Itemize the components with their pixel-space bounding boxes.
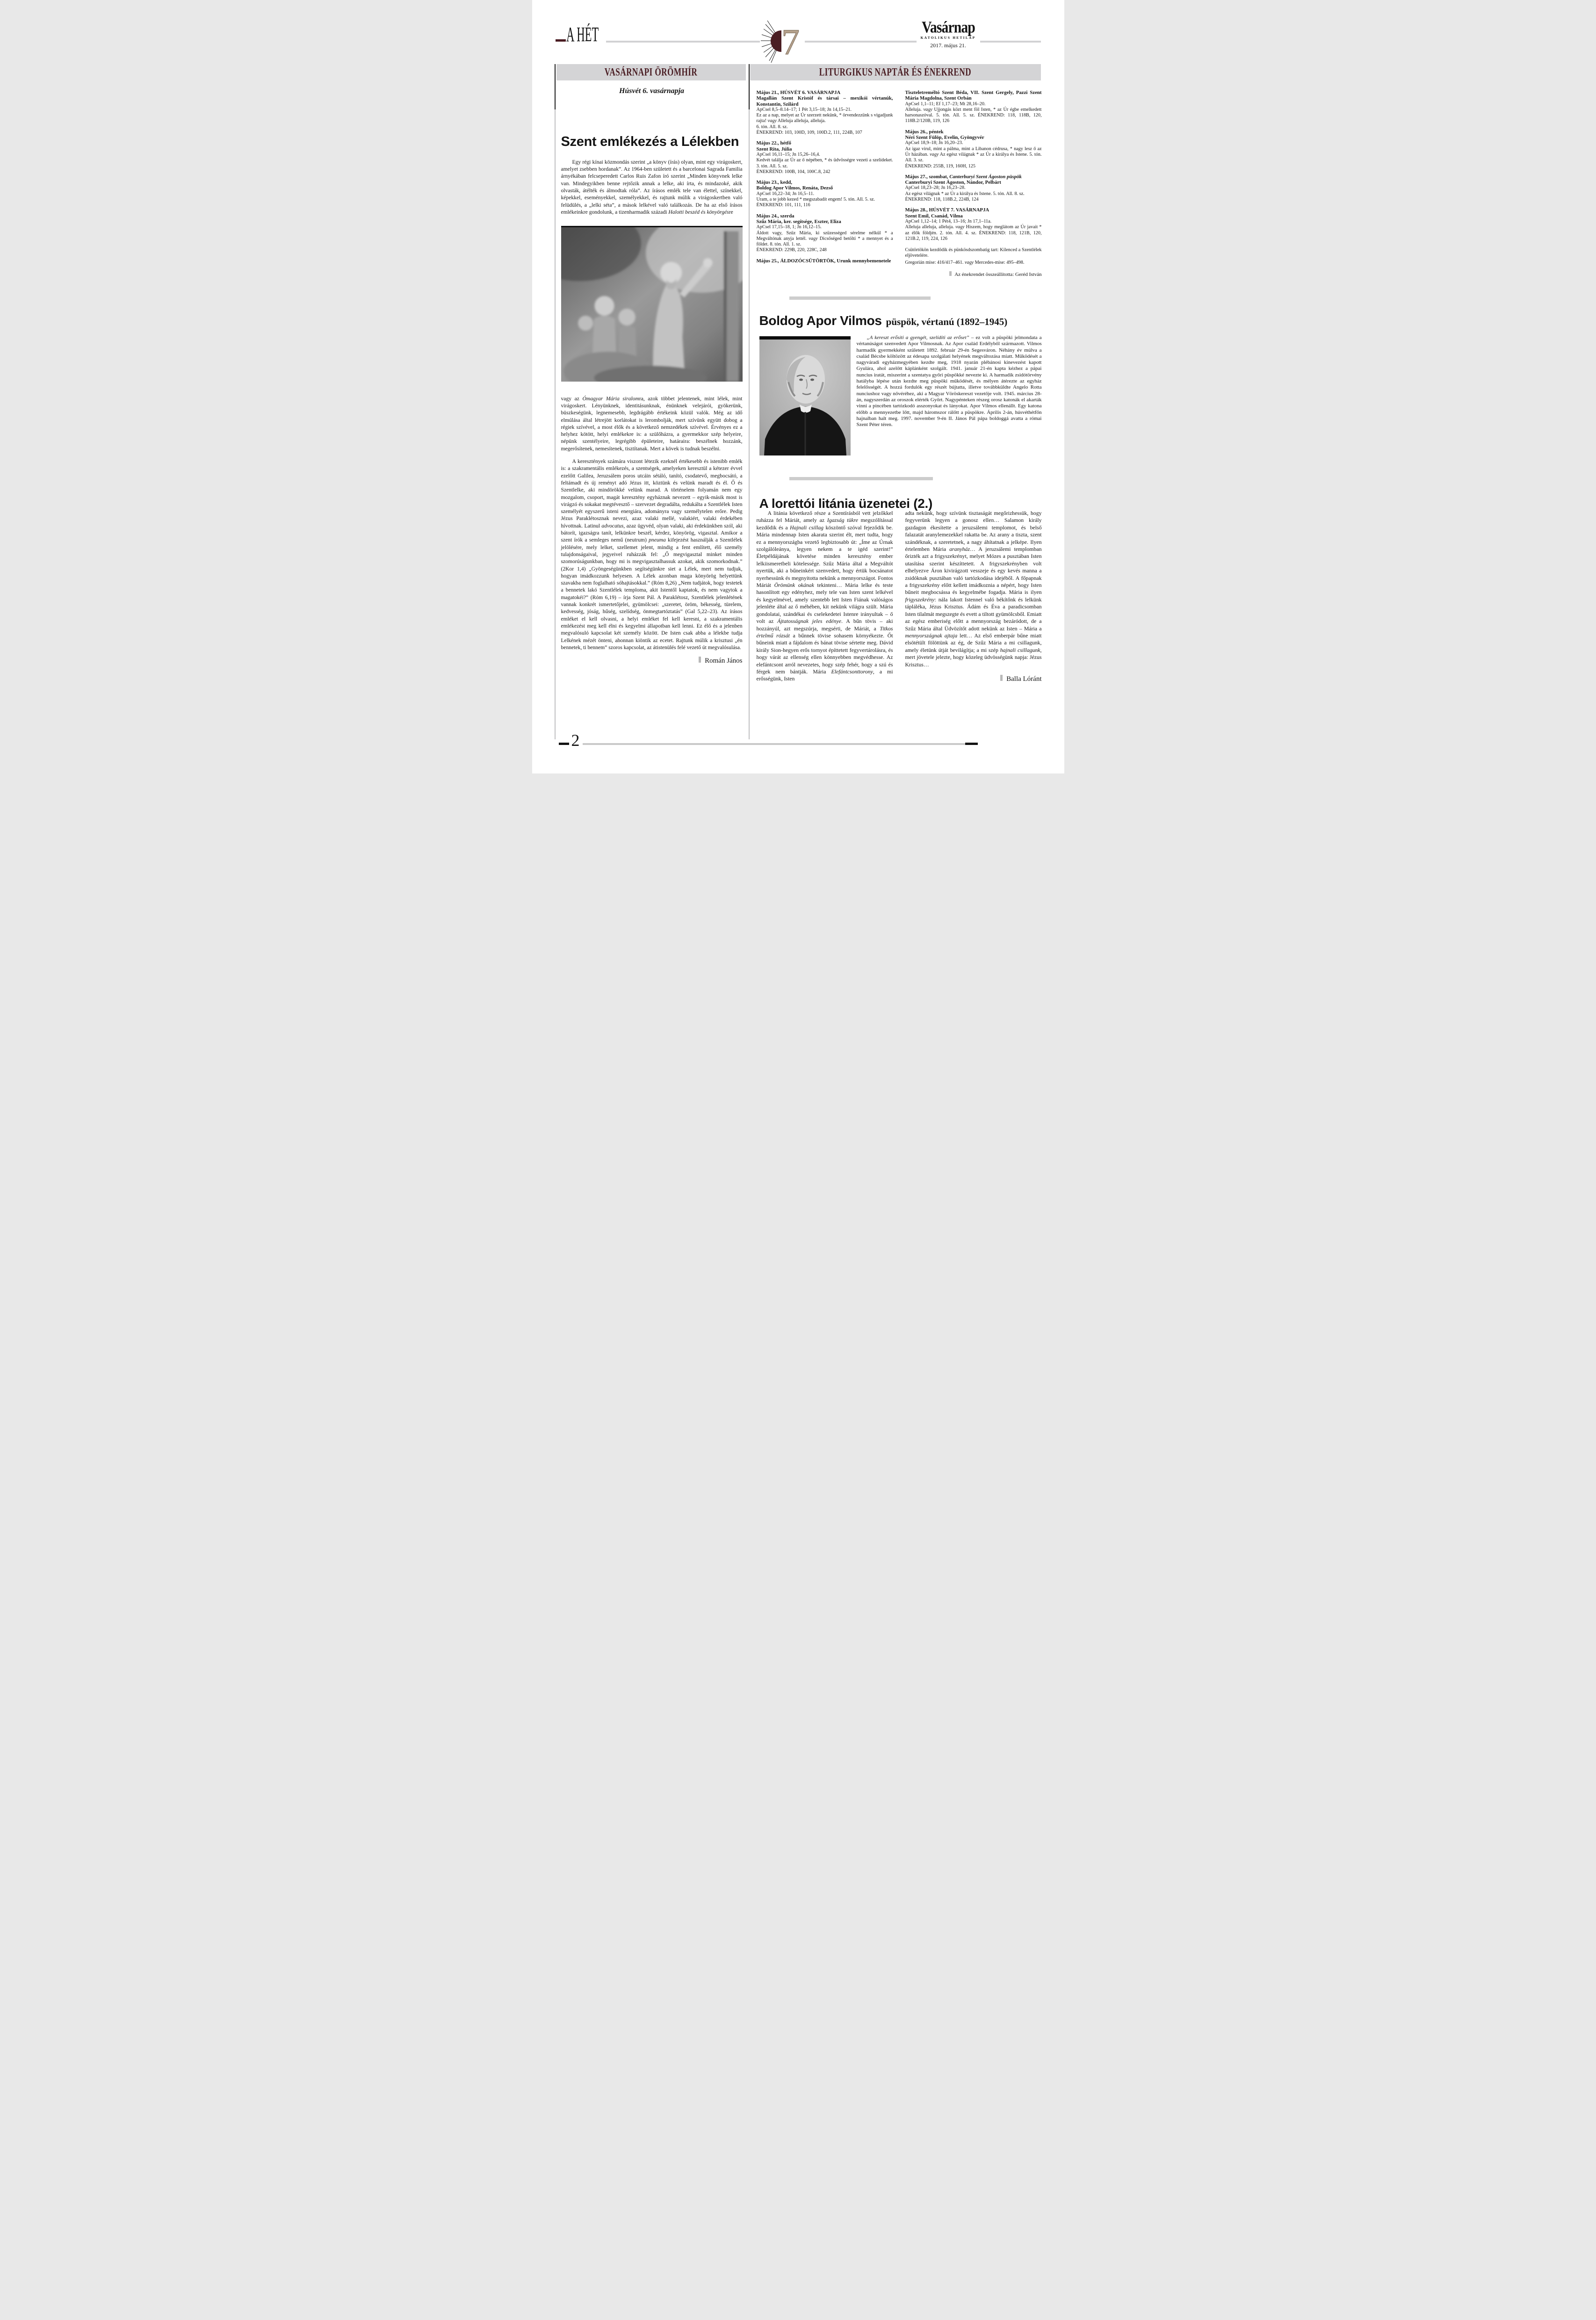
cal-enekrend: ÉNEKREND: 100B, 104, 100C.8, 242 (756, 169, 830, 174)
issue-date: 2017. május 21. (930, 42, 966, 49)
cal-date-heading: Május 27., szombat, Canterburyi Szent Ágoston püspök (905, 173, 1022, 180)
section-bar-left-label: VASÁRNAPI ÖRÖMHÍR (604, 65, 698, 79)
cal-saints: Canterburyi Szent Ágoston, Nándor, Pelbárt (905, 180, 1001, 186)
sunburst-seven-icon (760, 18, 805, 64)
calendar-credit-row (905, 271, 1042, 277)
cal-readings: ApCsel 17,15–18, 1; Jn 16,12–15. (756, 224, 822, 230)
gospel-author: Román János (705, 657, 743, 665)
cal-antiphon: Kedvét találja az Úr az ő népében, * és üdvösségre vezeti a szelídeket. 3. tón. All. 5. sz. (756, 158, 893, 169)
section-bar-left (556, 64, 746, 80)
cal-date-heading: Május 24., szerda (756, 213, 794, 219)
masthead-logo: Vasárnap (921, 18, 975, 36)
calendar-entry (757, 180, 893, 208)
apor-portrait-photo (759, 336, 851, 455)
cal-readings: ApCsel 16,22–34; Jn 16,5–11. (756, 191, 815, 196)
cal-readings: ApCsel 1,1–11; Ef 1,17–23; Mt 28,16–20. (905, 101, 986, 107)
gospel-article (561, 87, 743, 665)
author-marker (699, 657, 701, 663)
calendar-entry (905, 90, 1042, 124)
newspaper-page (532, 0, 1064, 773)
cal-readings: ApCsel 18,9–18; Jn 16,20–23. (905, 140, 963, 146)
cal-antiphon: Áldott vagy, Szűz Mária, ki szüzességed sérelme nélkül * a Megváltónak anyja lettél. vagy Dicsőséged betölti * a mennyet és a földet. 8. tón. All. 1. sz. (756, 230, 893, 247)
gospel-rubric: Húsvét 6. vasárnapja (619, 87, 685, 95)
apor-article-title (759, 313, 1008, 328)
apor-title-name: Boldog Apor Vilmos (759, 313, 882, 328)
section-kicker: A HÉT (566, 23, 599, 46)
section-bar-right-label: LITURGIKUS NAPTÁR ÉS ÉNEKREND (819, 65, 972, 79)
calendar-column-2 (905, 90, 1042, 277)
litania-column-1: A litánia következő része a Szentírásból vett jelzőkkel ruházza fel Máriát, amely az Igazság tükre megszólítással kezdődik és a Hajnali csillag köszöntő szóval fejeződik be. Mária mindennap Isten akarata szerint élt, mert tudta, hogy ez a mennyországba vezető legbiztosabb út: „Íme az Úrnak szolgálóleánya, legyen nekem a te igéd szerint!” Életpéldájának követése minden keresztény ember lelkiismeretbeli kötelessége. Szűz Mária által a Megváltót nyertük, aki a bűneinkért szenvedett, hogy értük bocsánatot nyerhessünk és megnyitotta nekünk a mennyországot. Fontos Máriát Örömünk okának tekinteni… Mária lelke és teste hasonlított egy edényhez, mely tele van Isten szent lelkével és kegyelmével, amely szentebb lett Isten Fiának valóságos jelenléte által az ő méhében, kit nekünk világra szült. Mária gondolatai, szándékai és cselekedetei Istenre irányultak – ő volt az Ájtatosságnak jeles edénye. A bűn tövis – aki hozzányúl, azt megszúrja, megsérti, de Máriát, a Titkos értelmű rózsát a bűnnek tövise sohasem környékezte. Őt bűneink miatt a fájdalom és bánat tövise sértette meg. Dávid király Sion-hegyen erős tornyot építtetett fegyvertárolásra, és hogy várát az ellenség ellen könnyebben megvédhesse. Az elefántcsont arról nevezetes, hogy szép fehér, hogy a szú és férgek nem bántják. Mária Elefántcsonttorony, a mi erősségünk, Isten (756, 510, 893, 682)
gospel-title: Szent emlékezés a Lélekben (561, 134, 739, 149)
calendar-entry (905, 207, 1042, 242)
relief-sculpture-photo (561, 226, 743, 382)
apor-paragraph: „A kereszt erősíti a gyengét, szelídíti az erőset” – ez volt a püspöki jelmondata a vértanúságot szenvedett Apor Vilmosnak. Az Apor család Erdélyből származott. Vilmos harmadik gyermekként született 1892. február 29-én Segesváron. Néhány év múlva a család Bécsbe költözött az édesapa szolgálati helyének megváltozása miatt. Működését a nagyváradi egyházmegyében kezdte meg, 1918 nyarán plébánosi kinevezést kapott Gyulára, ahol azelőtt káplánként szolgált. 1941. január 21-én kapta kézhez a pápai nuncius iratát, miszerint a szentatya győri püspökké nevezte ki. A harmadik zsidótörvény hatályba lépése után kezdte meg püspöki működését, és mélyen átérezte az egyház felelősségét. A hozzá fordulók egy részét bújtatta, illetve továbbküldte Angelo Rotta nunciushoz vagy nővéréhez, aki a Magyar Vöröskereszt vezetője volt. 1945. március 28-án, nagyszerdán az oroszok elérték Győrt. Nagypénteken részeg orosz katonák el akarták vinni a pincében tartózkodó asszonyokat és lányokat. Apor Vilmos ellenállt. Egy katona előbb a mennyezetbe lőtt, majd háromszor rálőtt a püspökre. Április 2-án, húsvéthétfőn hajnalban halt meg. 1997. november 9-én II. János Pál pápa boldoggá avatta a római Szent Péter téren. (856, 335, 1042, 428)
gospel-paragraph: vagy az Ómagyar Mária siralomra, azok többet jelentenek, mint lélek, mint virágoskert. Lényünknek, identitásunknak, énünknek velejárói, gyökerünk, büszkeségünk, legnemesebb, legdrágább értékeink közül valók. Még az idő elmúlása által létrejött korlátokat is lerombolják, mert szívünk együtt dobog a régiek szívével, a most élők és a következő nemzedékek szívével. Érvényes ez a helyhez kötött, helyi emlékekre is: a szülőházra, a gyermekkor szép helyeire, népünk szentélyeire, legrégibb épületeire, határaira: beszélnek hozzánk, megerősítenek, nemesítenek, tisztítanak. Mert a kövek is tudnak beszélni. (561, 395, 743, 452)
calendar-entry (757, 213, 893, 253)
cal-enekrend: ÉNEKREND: 118, 118B.2, 224B, 124 (905, 197, 979, 202)
calendar-entry (905, 129, 1042, 169)
cal-readings: ApCsel 8,5–8.14–17; 1 Pét 3,15–18; Jn 14,15–21. (756, 107, 852, 112)
cal-enekrend: ÉNEKREND: 255B, 119, 160H, 125 (905, 163, 975, 169)
cal-antiphon: Az igaz virul, mint a pálma, mint a Libanon cédrusa, * nagy lesz ő az Úr házában. vagy Az egész világnak * az Úr a királya és Istene. 5. tón. All. 3. sz. (905, 146, 1042, 163)
mid-column-rule (749, 109, 750, 739)
cal-antiphon: Az egész világnak * az Úr a királya és Istene. 5. tón. All. 8. sz. (905, 191, 1025, 196)
cal-date-heading: Május 26., péntek (905, 129, 944, 135)
cal-antiphon: Alleluja alleluja, alleluja. vagy Hiszem, hogy meglátom az Úr javait * az élők földjén. 2. tón. All. 4. sz. ÉNEKREND: 118, 121B, 120, 121B.2, 119, 224, 126 (905, 224, 1042, 241)
cal-saints: Szent Emil, Csanád, Vilma (905, 213, 963, 219)
calendar-credit: Az énekrendet összeállította: Geréd István (954, 272, 1042, 278)
litania-author-row (905, 675, 1042, 683)
calendar-gregorian: Gregorián mise: 416/417–461. vagy Mercedes-mise: 495–498. (905, 260, 1025, 265)
mid-column-rule-top (749, 64, 750, 109)
litania-title: A lorettói litánia üzenetei (2.) (759, 496, 933, 511)
masthead-block (917, 20, 980, 49)
section-bar-right (750, 64, 1041, 80)
ornament-halfmoon (771, 30, 781, 52)
cal-date-heading: Május 25., ÁLDOZÓCSÜTÖRTÖK, Urunk mennybemenetele (756, 258, 891, 264)
ornament-number: 7 (781, 22, 800, 62)
cal-readings: ApCsel 16,11–15; Jn 15,26–16,4. (756, 152, 820, 157)
liturgical-calendar (757, 90, 1042, 277)
cal-saints: Magallán Szent Kristóf és társai – mexikói vértanúk, Konstantin, Szilárd (756, 95, 893, 107)
calendar-entry (757, 258, 893, 264)
gospel-paragraph: Egy régi kínai közmondás szerint „a könyv (írás) olyan, mint egy virágoskert, amelyet zsebben hordanak”. Az 1964-ben született és a barcelonai Sagrada Familia árnyékában felcseperedett Carlos Ruis Zafon író szerint „Minden könyvnek lelke van. Mindegyikben benne rejtőzik annak a lelke, aki írta, és mindazoké, akik olvasták, átélték és álmodtak róla”. Az írásos emlék tele van élettel, színekkel, képekkel, eseményekkel, személyekkel, és rajtunk múlik a virágoskertben való felüdülés, a „lelki séta”, a mások lelkével való találkozás. De ha az első írásos emlékeinkre gondolunk, a tizenharmadik századi Halotti beszéd és könyörgésre (561, 159, 743, 215)
calendar-entry (757, 90, 893, 136)
cal-readings: ApCsel 1,12–14; 1 Pét4, 13–16; Jn 17,1–11a. (905, 218, 992, 224)
gospel-author-row (561, 657, 743, 665)
cal-saints: Tiszteletreméltó Szent Béda, VII. Szent Gergely, Pazzi Szent Mária Magdolna, Szent Orbán (905, 90, 1042, 101)
cal-readings: ApCsel 18,23–28; Jn 16,23–28. (905, 185, 966, 191)
section-divider (789, 296, 931, 300)
cal-antiphon: Alleluja. vagy Ujjongás közt ment föl Isten, * az Úr égbe emelkedett harsonaszóval. 5. tón. All. 5. sz. ÉNEKREND: 118, 118B, 120, 118B.2/120B, 119, 126 (905, 107, 1042, 124)
apor-title-subtitle: püspök, vértanú (1892–1945) (886, 316, 1008, 327)
credit-marker (949, 271, 952, 276)
page-number: 2 (571, 731, 580, 750)
cal-enekrend: ÉNEKREND: 101, 111, 116 (756, 202, 810, 208)
calendar-note: Csütörtökön kezdődik és pünkösdszombatig tart: Kilenced a Szentlélek eljövetelére. (905, 247, 1042, 259)
litania-article (757, 510, 1042, 683)
litania-column-2-text: adta nekünk, hogy szívünk tisztaságát megőrizhessük, hogy fegyverünk legyen a gonosz ellen… Salamon király gazdagon ékesítette a jeruzsálemi templomot, és belső falazatát aranylemezekkel rakatta be. Az arany a tiszta, szent szándéknak, a szeretetnek, a nagy áhítatnak a jelképe. Ilyen értelemben Mária aranyház… A jeruzsálemi templomban őrizték azt a frigyszekrényt, melyet Mózes a pusztában Isten utasítása szerint készíttetett. A frigyszekrényben volt elhelyezve Áron kivirágzott vesszeje és egy kevés manna a zsidóknak pusztában való tartózkodása idejéből. A főpapnak a frigyszekrény előtt kellett imádkoznia a népért, hogy Isten bűneit megbocsássa és kegyelmébe fogadja. Mária is ilyen frigyszekrény: nála lakott Istennel való békítőnk és lelkünk tápláléka, Jézus Krisztus. Ádám és Éva a paradicsomban Isten tilalmát megszegte és evett a tiltott gyümölcsből. Emiatt az egész emberiség előtt a mennyország bezáródott, de a Szűz Mária által Üdvözítőt adott nekünk az Isten – Mária a mennyországnak ajtaja lett… Az első emberpár bűne miatt elsötétült fölöttünk az ég, de Szűz Mária a mi csillagunk, amely életünk útját bevilágítja; a mi szép hajnali csillagunk, mert jövetele jelezte, hogy közeleg üdvösségünk napja: Jézus Krisztus… (905, 510, 1042, 668)
masthead-subtitle: KATOLIKUS HETILAP (920, 36, 976, 40)
cal-saints: Boldog Apor Vilmos, Renáta, Dezső (756, 185, 833, 191)
left-column-rule (555, 109, 556, 739)
cal-saints: Szent Rita, Júlia (756, 146, 792, 152)
calendar-column-1 (757, 90, 893, 277)
author-marker (1000, 675, 1003, 681)
cal-enekrend: ÉNEKREND: 229B, 220, 228C, 248 (756, 247, 827, 253)
calendar-entry (905, 174, 1042, 202)
cal-antiphon: Ez az a nap, melyet az Úr szerzett nekünk, * örvendezzünk s vigadjunk rajta! vagy Alleluja alleluja, alleluja. (756, 113, 893, 124)
apor-article-body (759, 335, 1042, 457)
kicker-accent-bar (556, 39, 566, 42)
cal-date-heading: Május 21., HÚSVÉT 6. VASÁRNAPJA (756, 90, 841, 95)
calendar-entry (757, 140, 893, 175)
cal-saints: Néri Szent Fülöp, Evelin, Gyöngyvér (905, 135, 984, 141)
gospel-paragraph: A keresztények számára viszont létezik ezeknél értékesebb és istenibb emlék is: a szakramentális emlékezés, a szentségek, amelyeken keresztül a kétezer évvel ezelőtt Galilea, Jeruzsálem poros utcáin sétáló, tanító, csodatevő, megbocsátó, a feltámadt és új reményt adó Jézus itt, köztünk és velünk maradt és él. Ő és Szentlelke, aki mindörökké velünk marad. A történelem folyamán nem egy mozgalom, csoport, magát keresztény egyháznak nevezett – egyik-másik most is virágzó és sokakat megtévesztő – szervezet degradálta, redukálta a Szentlélek Isten személyét egyszerű isteni energiára, adományra vagy személytelen erőre. Pedig Jézus Paraklétosznak nevezi, azaz valaki mellé, valakiért, valaki érdekében hívottnak. Latinul advocatus, azaz ügyvéd, olyan valaki, aki érdekünkben szól, aki bátorít, igazságra tanít, lelkünkre beszél, kérdez, könyörög, vigasztal. Amikor a szent írók a semleges nemű (neutrum) pneuma kifejezést használják a Szentlélek jelölésére, mely lelket, szellemet jelent, mindig a fent említett, élő személy tulajdonságaival, jegyeivel ruházzák fel: „Ő megvigasztal minket minden szomorúságunkban, hogy mi is megvigasztalhassuk azokat, akik szomorkodnak.” (2Kor 1,4) „Gyöngeségünkben segítségünkre siet a Lélek, mert nem tudjuk, hogyan imádkozzunk helyesen. A Lélek azonban maga könyörög helyettünk szavakba nem foglalható sóhajtásokkal.” (Róm 8,26) „Nem tudjátok, hogy testetek a bennetek lakó Szentlélek temploma, akit Istentől kaptatok, és nem vagytok a magatokéi?” (Róm 6,19) – írja Szent Pál. A Paraklétosz, Szentlélek jelenlétének vannak konkrét ismertetőjelei, gyümölcsei: „szeretet, öröm, békesség, türelem, kedvesség, jóság, hűség, szelídség, önmegtartóztatás” (Gal 5,22–23). Az írásos emléket el kell olvasni, a helyi emléket fel kell keresni, a szakramentális emlékezést meg kell élni és kegyelmi állapotban kell lenni. Ez élő és a jelenben megvalósuló kapcsolat két személy között. De Isten csak abba a lélekbe tudja Lelkének mézét önteni, ahonnan kiöntik az ecetet. Rajtunk múlik a krisztusi „én bennetek, ti bennem” szoros kapcsolat, az átistenülés felé vezető út megvalósulása. (561, 458, 743, 650)
cal-enekrend: ÉNEKREND: 103, 100D, 109, 100D.2, 111, 224B, 107 (756, 130, 862, 136)
cal-date-heading: Május 22., hétfő (756, 140, 791, 146)
cal-saints: Szűz Mária, ker. segítsége, Eszter, Eliza (756, 218, 841, 224)
footer-accent-bar (559, 743, 569, 745)
cal-antiphon: Uram, a te jobb kezed * megszabadít engem! 5. tón. All. 5. sz. (756, 197, 875, 202)
litania-author: Balla Lóránt (1006, 675, 1042, 683)
litania-column-2 (905, 510, 1042, 683)
footer-rule (583, 743, 965, 745)
section-divider (789, 477, 933, 480)
cal-date-heading: Május 28., HÚSVÉT 7. VASÁRNAPJA (905, 207, 989, 213)
footer-accent-bar-right (965, 743, 978, 745)
page-number-ornament (760, 18, 805, 64)
left-column-rule-top (555, 64, 556, 109)
cal-date-heading: Május 23., kedd, (756, 180, 792, 186)
cal-tone: 6. tón. All. 8. sz. (756, 124, 788, 130)
